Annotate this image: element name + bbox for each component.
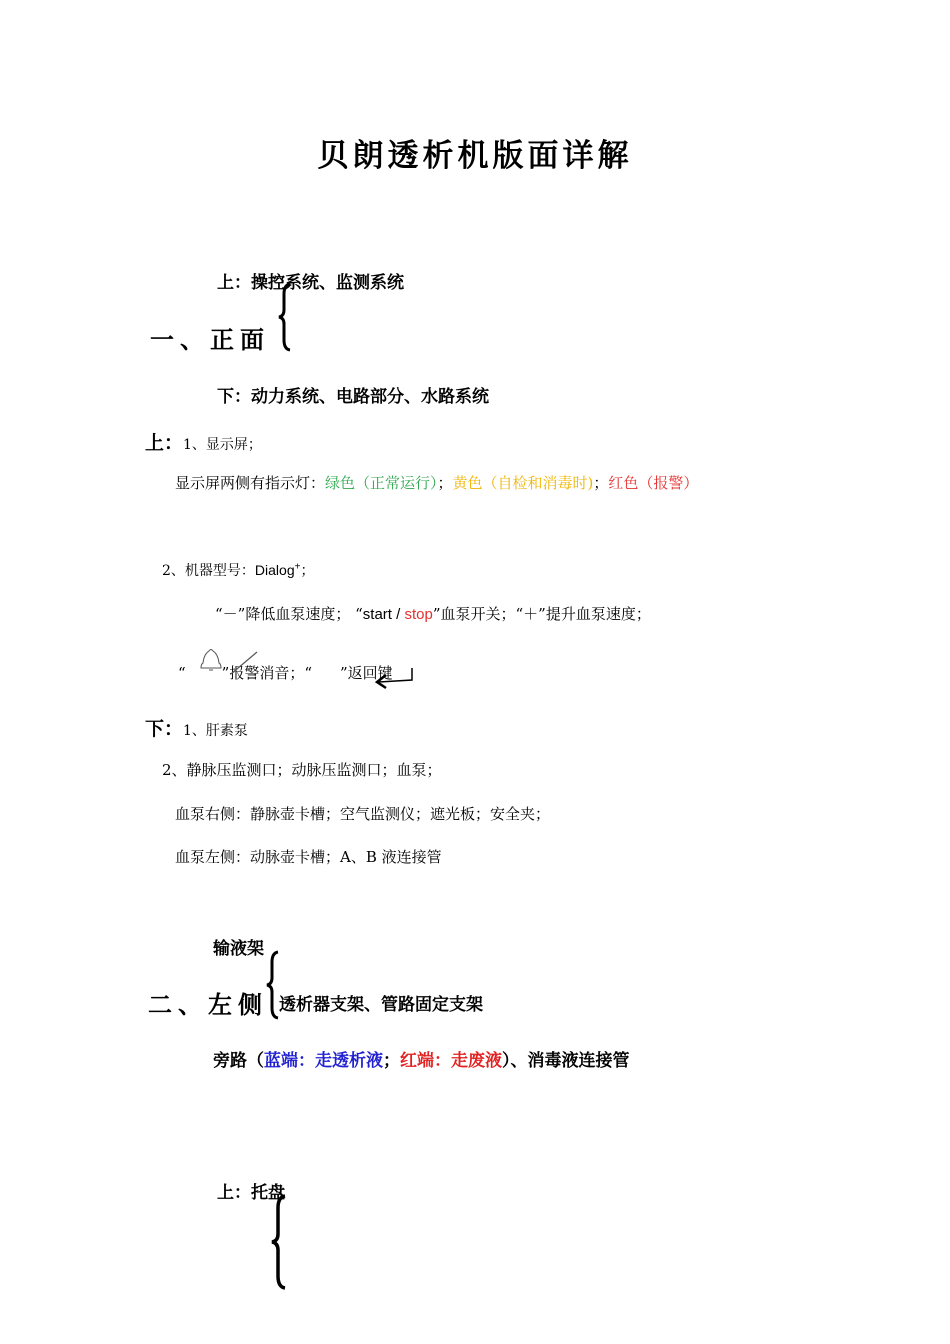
model-suffix: ； [300, 563, 315, 579]
lower-item1: 1、肝素泵 [183, 723, 248, 739]
indicator-lights-line [175, 472, 698, 493]
bell-mute-icon [197, 646, 259, 678]
model-prefix: 2、机器型号： [162, 563, 255, 579]
section1-heading: 一、正面 [150, 325, 270, 354]
model-name: Dialog [254, 562, 295, 578]
alarm-open-quote: “ [178, 664, 186, 682]
pump-right-side: 血泵右侧：静脉壶卡槽；空气监测仪；遮光板；安全夹； [175, 805, 551, 823]
lower-item1-line [145, 714, 248, 741]
pump-line2: ”血泵开关；“＋”提升血泵速度； [432, 605, 651, 623]
lower-item2: 2、静脉压监测口；动脉压监测口；血泵； [162, 761, 442, 779]
section3-brace-top: 上：托盘 [217, 1183, 285, 1203]
model-line [162, 560, 314, 580]
start-text: start / [362, 606, 405, 623]
pump-line1: “－”降低血泵速度； “ [215, 605, 363, 623]
bypass-line [213, 1046, 630, 1071]
section1-brace-top: 上：操控系统、监测系统 [217, 273, 404, 293]
separator: ； [593, 474, 609, 492]
separator: ； [437, 474, 453, 492]
red-light-text: 红色（报警） [608, 474, 699, 492]
lower-label: 下： [145, 718, 184, 740]
yellow-light-text: 黄色（自检和消毒时) [452, 474, 594, 492]
separator: ； [383, 1051, 400, 1071]
alarm-close: ”报警消音；“ [221, 664, 313, 682]
brace-icon [278, 282, 294, 352]
pump-left-side: 血泵左侧：动脉壶卡槽；A、B 液连接管 [175, 848, 442, 866]
lights-prefix: 显示屏两侧有指示灯： [175, 474, 326, 492]
section2-heading: 二、左侧 [148, 990, 268, 1019]
upper-item1: 1、显示屏； [183, 437, 262, 453]
brace-icon [271, 1194, 289, 1290]
green-light-text: 绿色（正常运行） [325, 474, 438, 492]
upper-label: 上： [145, 432, 184, 454]
stop-text: stop [404, 606, 433, 623]
back-key-text: ”返回键 [340, 664, 393, 682]
red-end-text: 红端：走废液 [400, 1051, 502, 1071]
section2-brace-top: 输液架 [213, 939, 264, 959]
section1-brace-bottom: 下：动力系统、电路部分、水路系统 [217, 387, 489, 407]
bypass-prefix: 旁路（ [213, 1051, 264, 1071]
upper-item1-line [145, 428, 262, 455]
blue-end-text: 蓝端：走透析液 [264, 1051, 383, 1071]
section2-brace-middle: 透析器支架、管路固定支架 [279, 995, 483, 1015]
page-title: 贝朗透析机版面详解 [317, 138, 633, 174]
model-sup: + [294, 561, 301, 573]
return-arrow-icon [372, 664, 418, 690]
pump-controls-line [215, 603, 651, 624]
bypass-suffix: ）、消毒液连接管 [502, 1051, 630, 1071]
